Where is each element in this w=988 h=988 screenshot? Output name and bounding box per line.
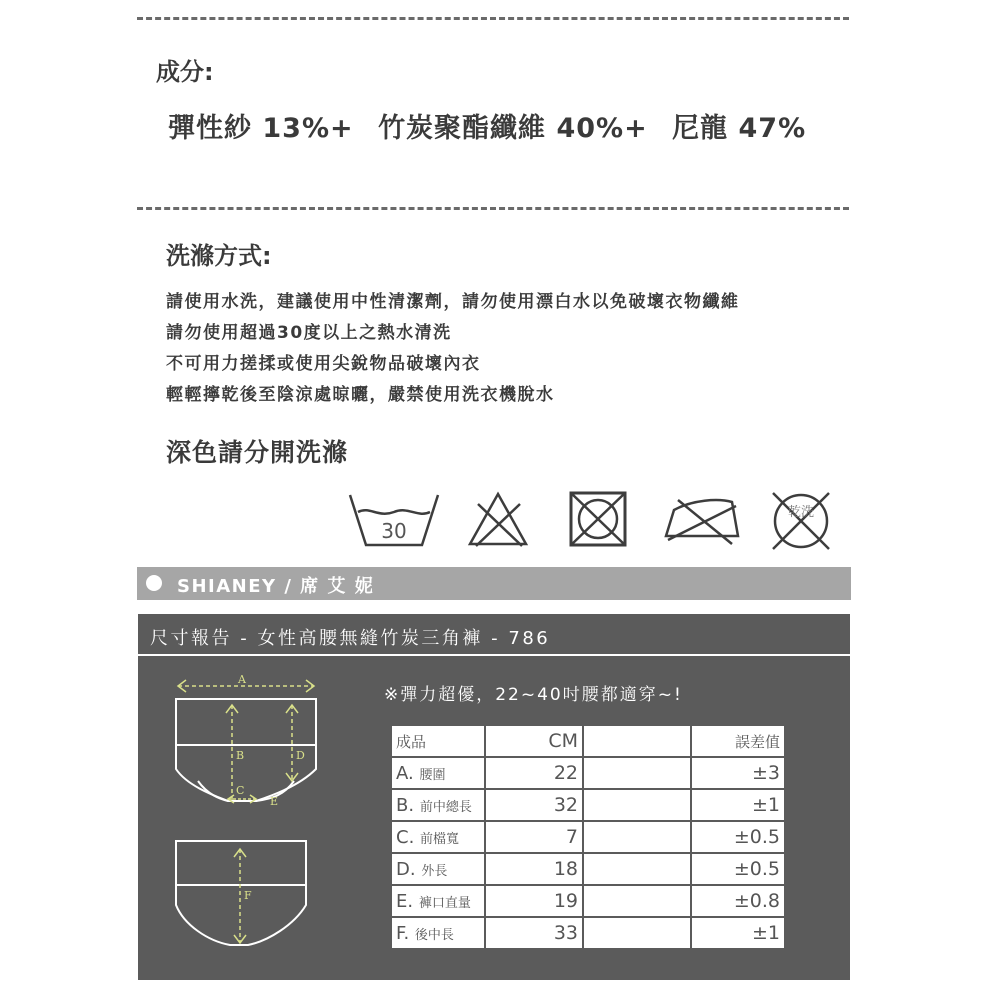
washing-instructions bbox=[166, 287, 740, 411]
washing-line: 請勿使用超過30度以上之熱水清洗 bbox=[166, 323, 452, 343]
row-tolerance: ±0.5 bbox=[691, 821, 785, 853]
top-divider bbox=[137, 17, 849, 20]
washing-heading: 洗滌方式: bbox=[166, 242, 272, 270]
brand-bar bbox=[137, 567, 851, 600]
diagram-label-c: C bbox=[236, 784, 245, 797]
washing-line: 輕輕擰乾後至陰涼處晾曬，嚴禁使用洗衣機脫水 bbox=[166, 385, 555, 405]
bullet-dot-icon bbox=[146, 575, 162, 591]
row-code: D. bbox=[396, 858, 416, 880]
row-code: E. bbox=[396, 890, 414, 912]
row-code: B. bbox=[396, 794, 415, 816]
size-table bbox=[390, 724, 786, 950]
row-tolerance: ±1 bbox=[691, 917, 785, 949]
diagram-label-f: F bbox=[244, 889, 252, 902]
row-name: 腰圍 bbox=[419, 767, 446, 783]
no-tumble-dry-icon bbox=[568, 490, 628, 548]
header-cm: CM bbox=[485, 725, 583, 757]
table-row bbox=[391, 853, 785, 885]
table-row bbox=[391, 917, 785, 949]
row-cm: 19 bbox=[485, 885, 583, 917]
stretch-note: ※彈力超優，22~40吋腰都適穿~! bbox=[384, 685, 683, 705]
row-name: 前檔寬 bbox=[420, 831, 460, 847]
washing-line: 不可用力搓揉或使用尖銳物品破壞內衣 bbox=[166, 354, 481, 374]
row-cm: 18 bbox=[485, 853, 583, 885]
row-cm: 33 bbox=[485, 917, 583, 949]
row-name: 外長 bbox=[421, 863, 448, 879]
washing-line: 請使用水洗，建議使用中性清潔劑，請勿使用漂白水以免破壞衣物纖維 bbox=[166, 292, 740, 312]
diagram-label-b: B bbox=[236, 749, 245, 762]
brand-label: SHIANEY / 席 艾 妮 bbox=[177, 576, 375, 597]
header-item: 成品 bbox=[391, 725, 485, 757]
row-cm: 7 bbox=[485, 821, 583, 853]
diagram-label-d: D bbox=[296, 749, 305, 762]
row-cm: 22 bbox=[485, 757, 583, 789]
size-report-title: 尺寸報告 - 女性高腰無縫竹炭三角褲 - 786 bbox=[150, 628, 551, 649]
header-tolerance: 誤差值 bbox=[691, 725, 785, 757]
dark-color-note: 深色請分開洗滌 bbox=[166, 438, 349, 467]
composition-item: 竹炭聚酯纖維 40%+ bbox=[378, 113, 648, 144]
table-row bbox=[391, 821, 785, 853]
row-code: F. bbox=[396, 922, 410, 944]
diagram-label-e: E bbox=[270, 795, 279, 808]
table-row bbox=[391, 885, 785, 917]
no-iron-icon bbox=[662, 490, 742, 548]
composition-item: 彈性紗 13%+ bbox=[168, 113, 354, 144]
row-tolerance: ±3 bbox=[691, 757, 785, 789]
size-report-panel bbox=[138, 614, 850, 980]
header-blank bbox=[583, 725, 691, 757]
composition-item: 尼龍 47% bbox=[672, 113, 807, 144]
row-name: 褲口直量 bbox=[418, 895, 471, 911]
no-bleach-icon bbox=[466, 490, 530, 548]
composition-heading: 成分: bbox=[156, 58, 214, 86]
no-dry-clean-icon bbox=[770, 490, 832, 552]
wash-30-icon bbox=[346, 490, 442, 550]
row-tolerance: ±0.8 bbox=[691, 885, 785, 917]
composition-text bbox=[168, 106, 820, 145]
table-row bbox=[391, 789, 785, 821]
row-name: 後中長 bbox=[414, 927, 454, 943]
diagram-label-a: A bbox=[238, 673, 246, 686]
title-rule bbox=[138, 654, 850, 656]
row-tolerance: ±1 bbox=[691, 789, 785, 821]
row-tolerance: ±0.5 bbox=[691, 853, 785, 885]
row-cm: 32 bbox=[485, 789, 583, 821]
garment-diagram bbox=[168, 669, 328, 969]
row-code: C. bbox=[396, 826, 415, 848]
table-header-row bbox=[391, 725, 785, 757]
dry-clean-label: 乾洗 bbox=[787, 505, 815, 520]
wash-temp-label: 30 bbox=[381, 519, 407, 543]
table-row bbox=[391, 757, 785, 789]
middle-divider bbox=[137, 207, 849, 210]
row-code: A. bbox=[396, 762, 414, 784]
row-name: 前中總長 bbox=[419, 799, 472, 815]
